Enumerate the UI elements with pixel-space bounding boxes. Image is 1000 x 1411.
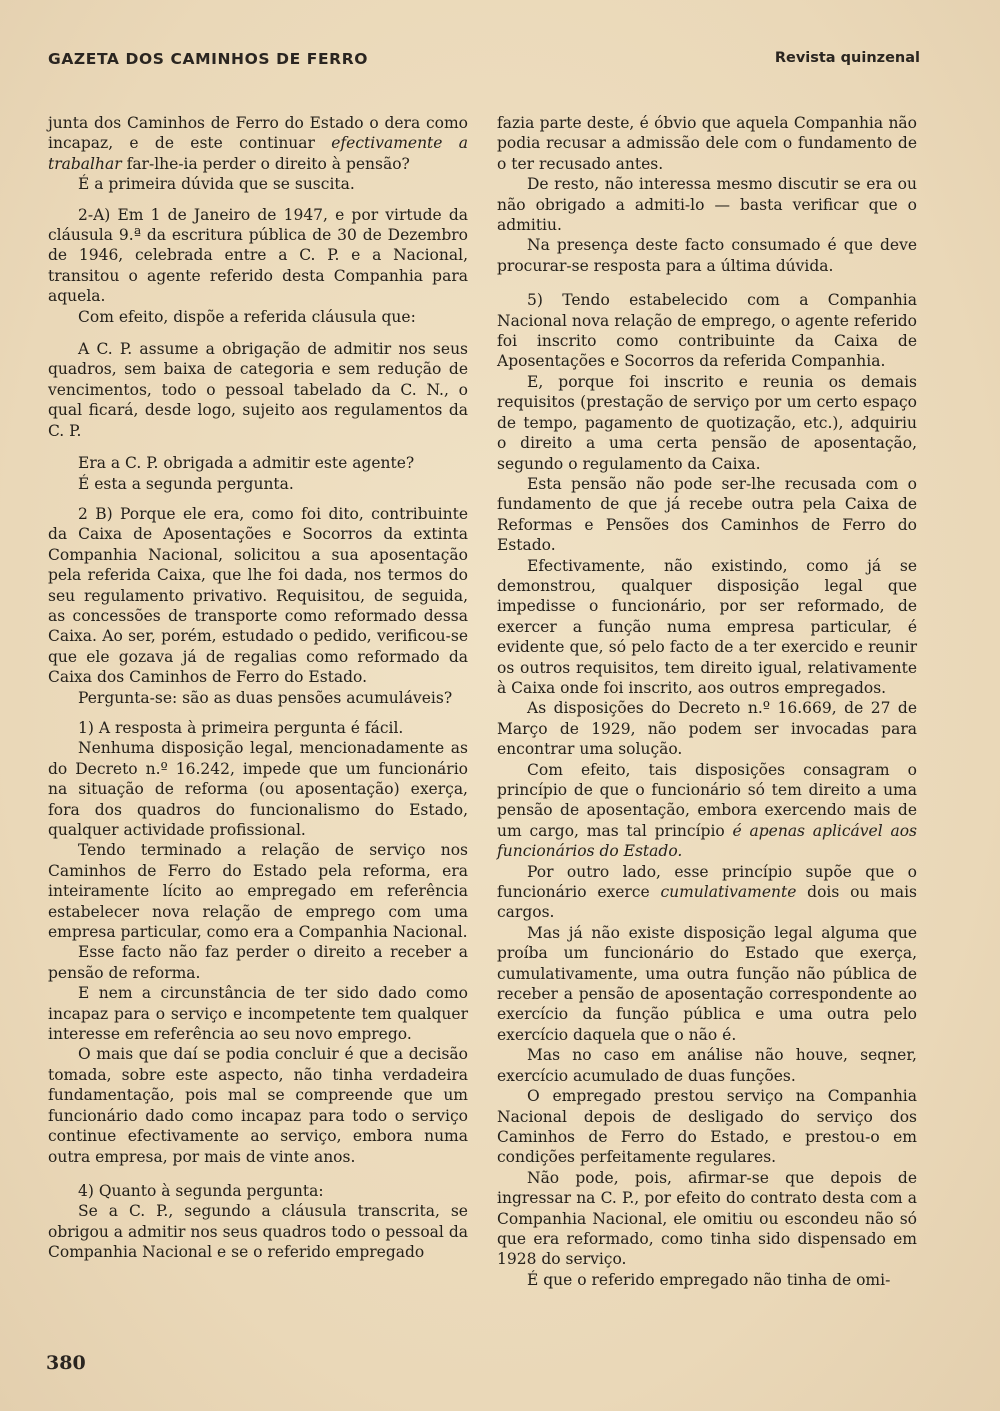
paragraph: Pergunta-se: são as duas pensões acumuláveis? bbox=[78, 688, 453, 707]
paragraph: 2 B) Porque ele era, como foi dito, contribuinte da Caixa de Aposentações e Socorros da extinta Companhia Nacional, solicitou a sua aposentação pela referida Caixa, que lhe foi dada, nos termos do seu regulamento privativo. Requisitou, de seguida, as concessões de transporte como reformado dessa Caixa. Ao ser, porém, estudado o pedido, verificou-se que ele gozava já de regalias como reformado da Caixa dos Caminhos de Ferro do Estado. bbox=[48, 504, 468, 687]
paragraph: 1) A resposta à primeira pergunta é fácil. bbox=[78, 718, 404, 737]
paragraph: fazia parte deste, é óbvio que aquela Companhia não podia recusar a admissão dele com o fundamento de o ter recusado antes. bbox=[497, 114, 917, 173]
paragraph: Esta pensão não pode ser-lhe recusada com o fundamento de que já recebe outra pela Caixa de Reformas e Pensões dos Caminhos de Ferro do Estado. bbox=[497, 474, 917, 555]
paragraph: Mas já não existe disposição legal alguma que proíba um funcionário do Estado que exerça, cumulativamente, uma outra função não pública de receber a pensão de aposentação correspondente ao exercício da função pública e uma outra pelo exercício daquela que o não é. bbox=[497, 923, 917, 1044]
publication-subtitle: Revista quinzenal bbox=[774, 50, 920, 66]
paragraph: De resto, não interessa mesmo discutir se era ou não obrigado a admiti-lo — basta verificar que o admitiu. bbox=[497, 175, 917, 235]
emphasis: é apenas aplicável aos funcionários do Estado. bbox=[497, 821, 917, 861]
emphasis: efectivamente a trabalhar bbox=[48, 134, 468, 173]
paragraph: O empregado prestou serviço na Companhia Nacional depois de desligado do serviço dos Caminhos de Ferro do Estado, e prestou-o em condições perfeitamente regulares. bbox=[497, 1087, 917, 1167]
publication-title: GAZETA DOS CAMINHOS DE FERRO bbox=[48, 50, 369, 68]
paragraph: Nenhuma disposição legal, mencionadamente as do Decreto n.º 16.242, impede que um funcionário na situação de reforma (ou aposentação) exerça, fora dos quadros do funcionalismo do Estado, qualquer actividade profissional. bbox=[48, 739, 468, 839]
paragraph: Se a C. P., segundo a cláusula transcrita, se obrigou a admitir nos seus quadros todo o pessoal da Companhia Nacional e se o referido empregado bbox=[48, 1202, 468, 1262]
paragraph: E, porque foi inscrito e reunia os demais requisitos (prestação de serviço por um certo espaço de tempo, pagamento de quotização, etc.), adquiriu o direito a uma certa pensão de aposentação, segundo o regulamento da Caixa. bbox=[497, 372, 917, 473]
paragraph: 5) Tendo estabelecido com a Companhia Nacional nova relação de emprego, o agente referido foi inscrito como contribuinte da Caixa de Aposentações e Socorros da referida Companhia. bbox=[497, 291, 917, 371]
paragraph: junta dos Caminhos de Ferro do Estado o dera como incapaz, e de este continuar efectivamente a trabalhar far-lhe-ia perder o direito à pensão? bbox=[48, 114, 468, 173]
running-header bbox=[48, 50, 920, 74]
paragraph: Com efeito, tais disposições consagram o princípio de que o funcionário só tem direito a uma pensão de aposentação, embora exercendo mais de um cargo, mas tal princípio é apenas aplicável aos funcionários do Estado. bbox=[497, 760, 917, 861]
left-column bbox=[48, 113, 468, 1263]
paragraph: Esse facto não faz perder o direito a receber a pensão de reforma. bbox=[48, 943, 468, 982]
paragraph: É que o referido empregado não tinha de omi- bbox=[527, 1270, 891, 1289]
page-number: 380 bbox=[46, 1352, 86, 1374]
paragraph: Com efeito, dispõe a referida cláusula que: bbox=[78, 307, 416, 326]
paragraph: As disposições do Decreto n.º 16.669, de 27 de Março de 1929, não podem ser invocadas para encontrar uma solução. bbox=[497, 699, 917, 759]
emphasis: cumulativamente bbox=[660, 883, 797, 902]
paragraph: E nem a circunstância de ter sido dado como incapaz para o serviço e incompetente tem qualquer interesse em referência ao seu novo emprego. bbox=[48, 984, 468, 1044]
paragraph: Na presença deste facto consumado é que deve procurar-se resposta para a última dúvida. bbox=[497, 236, 917, 275]
paragraph: É a primeira dúvida que se suscita. bbox=[78, 175, 355, 194]
paragraph: 4) Quanto à segunda pergunta: bbox=[78, 1181, 324, 1200]
paragraph: 2-A) Em 1 de Janeiro de 1947, e por virtude da cláusula 9.ª da escritura pública de 30 de Dezembro de 1946, celebrada entre a C. P. e a Nacional, transitou o agente referido desta Companhia para aquela. bbox=[48, 205, 468, 306]
quoted-clause: A C. P. assume a obrigação de admitir nos seus quadros, sem baixa de categoria e sem redução de vencimentos, todo o pessoal tabelado da C. N., o qual ficará, desde logo, sujeito aos regulamentos da C. P. bbox=[48, 340, 468, 440]
paragraph: Era a C. P. obrigada a admitir este agente? bbox=[78, 454, 415, 473]
paragraph: Tendo terminado a relação de serviço nos Caminhos de Ferro do Estado pela reforma, era inteiramente lícito ao empregado em referência estabelecer nova relação de emprego com uma empresa particular, como era a Companhia Nacional. bbox=[48, 841, 468, 942]
right-column bbox=[497, 113, 917, 1290]
paragraph: Mas no caso em análise não houve, seqner, exercício acumulado de duas funções. bbox=[497, 1046, 917, 1085]
paragraph: Efectivamente, não existindo, como já se demonstrou, qualquer disposição legal que impedisse o funcionário, por ser reformado, de exercer a função numa empresa particular, é evidente que, só pelo facto de a ter exercido e reunir os outros requisitos, tem direito igual, relativamente à Caixa onde foi inscrito, aos outros empregados. bbox=[497, 556, 917, 697]
paragraph: É esta a segunda pergunta. bbox=[78, 474, 294, 493]
paragraph: O mais que daí se podia concluir é que a decisão tomada, sobre este aspecto, não tinha verdadeira fundamentação, pois mal se compreende que um funcionário dado como incapaz para todo o serviço continue efectivamente ao serviço, embora numa outra empresa, por mais de vinte anos. bbox=[48, 1045, 468, 1166]
paragraph: Não pode, pois, afirmar-se que depois de ingressar na C. P., por efeito do contrato desta com a Companhia Nacional, ele omitiu ou escondeu não só que era reformado, como tinha sido dispensado em 1928 do serviço. bbox=[497, 1168, 917, 1269]
paragraph: Por outro lado, esse princípio supõe que o funcionário exerce cumulativamente dois ou mais cargos. bbox=[497, 862, 917, 922]
